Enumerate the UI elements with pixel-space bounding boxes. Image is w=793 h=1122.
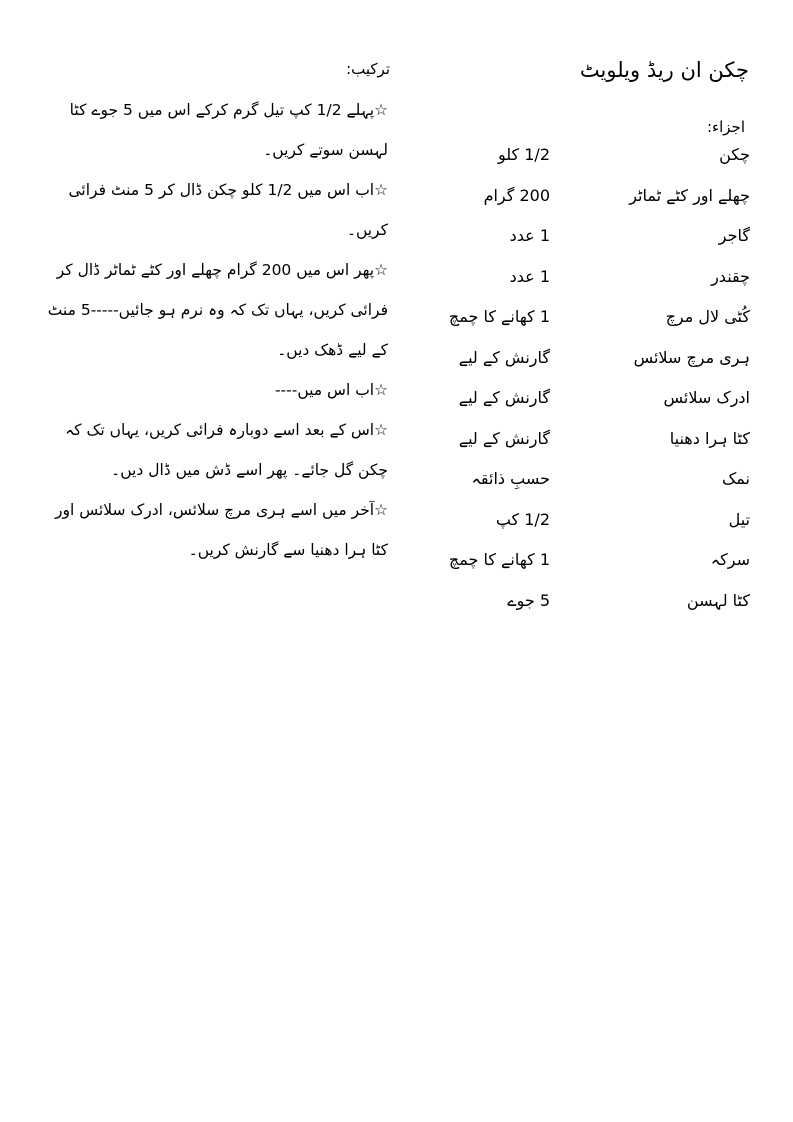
- ingredient-name: چکن: [719, 145, 750, 164]
- ingredient-name: تیل: [728, 509, 750, 529]
- method-step: ☆پھر اس میں 200 گرام چھلے اور کٹے ٹماٹر ڈال کر فرائی کریں، یہاں تک کہ وہ نرم ہو جائیں-----5 منٹ کے لیے ڈھک دیں۔: [47, 261, 388, 359]
- ingredient-qty: 1 عدد: [509, 226, 550, 245]
- ingredient-row: [440, 307, 750, 348]
- ingredient-row: [440, 186, 750, 227]
- ingredient-qty: حسبِ ذائقہ: [471, 469, 550, 488]
- ingredient-qty: 1/2 کپ: [495, 509, 550, 529]
- ingredient-row: [440, 469, 750, 510]
- ingredient-name: گاجر: [718, 226, 750, 245]
- method-step: ☆آخر میں اسے ہری مرچ سلائس، ادرک سلائس اور کٹا ہرا دھنیا سے گارنش کریں۔: [54, 501, 388, 559]
- ingredient-name: چھلے اور کٹے ٹماٹر: [629, 185, 750, 205]
- ingredient-name: ادرک سلائس: [663, 388, 750, 407]
- ingredient-name: کٹا ہرا دھنیا: [669, 428, 750, 448]
- ingredient-name: نمک: [721, 469, 750, 488]
- ingredient-row: [440, 348, 750, 389]
- ingredient-row: [440, 429, 750, 470]
- ingredient-row: [440, 591, 750, 632]
- ingredient-qty: 200 گرام: [483, 185, 550, 205]
- ingredient-row: [440, 267, 750, 308]
- ingredient-qty: 1/2 کلو: [497, 145, 550, 164]
- method-step: ☆اب اس میں 1/2 کلو چکن ڈال کر 5 منٹ فرائی کریں۔: [68, 181, 388, 239]
- method-step: ☆اب اس میں----: [274, 381, 388, 399]
- ingredient-qty: 1 کھانے کا چمچ: [448, 550, 550, 569]
- ingredient-name: کُٹی لال مرچ: [665, 307, 750, 326]
- ingredient-qty: 1 عدد: [509, 266, 550, 286]
- ingredient-row: [440, 510, 750, 551]
- method-step: ☆اس کے بعد اسے دوبارہ فرائی کریں، یہاں تک کہ چکن گل جائے۔ پھر اسے ڈش میں ڈال دیں۔: [65, 421, 388, 479]
- method-step: ☆پہلے 1/2 کپ تیل گرم کرکے اس میں 5 جوے کٹا لہسن سوتے کریں۔: [69, 101, 388, 159]
- ingredient-qty: گارنش کے لیے: [458, 347, 550, 367]
- ingredient-qty: 5 جوے: [507, 590, 550, 610]
- ingredient-row: [440, 145, 750, 186]
- ingredient-name: چقندر: [711, 266, 750, 286]
- ingredient-name: کٹا لہسن: [686, 590, 750, 610]
- ingredient-name: سرکہ: [710, 550, 750, 569]
- ingredient-name: ہری مرچ سلائس: [633, 347, 750, 367]
- ingredient-qty: گارنش کے لیے: [458, 388, 550, 407]
- ingredient-qty: 1 کھانے کا چمچ: [448, 307, 550, 326]
- ingredient-row: [440, 226, 750, 267]
- ingredients-list: [440, 145, 750, 631]
- ingredients-heading: اجزاء:: [707, 118, 745, 136]
- method-heading: ترکیب:: [346, 60, 390, 78]
- ingredient-row: [440, 550, 750, 591]
- ingredient-row: [440, 388, 750, 429]
- ingredient-qty: گارنش کے لیے: [458, 428, 550, 448]
- method-steps: [43, 90, 388, 570]
- recipe-title: چکن ان ریڈ ویلویٹ: [579, 58, 749, 82]
